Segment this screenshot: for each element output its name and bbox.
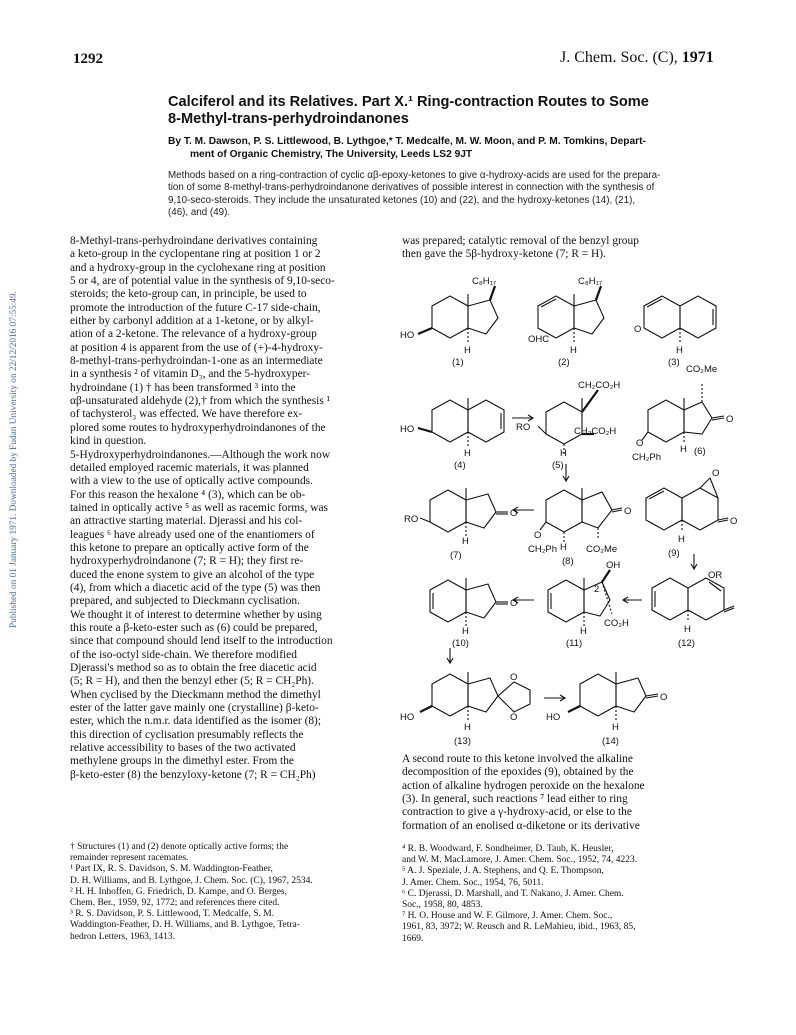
ho-label-1: HO — [400, 330, 415, 341]
oh-label-11: OH — [606, 560, 621, 571]
structure-12 — [652, 578, 734, 622]
body-text-line: of the iso-octyl side-chain. We therefore modified — [70, 648, 297, 661]
abstract-line: Methods based on a ring-contraction of cyclic αβ-epoxy-ketones to give α-hydroxy-acids are used for the prepara- — [168, 170, 661, 181]
article-title — [168, 94, 738, 128]
body-text-line: this route a β-keto-ester such as (6) could be prepared, — [70, 621, 318, 634]
body-text-line: ation of a 2-ketone. The relevance of a hydroxy-group — [70, 328, 317, 341]
body-text-line: since that compound should lend itself to the introduction — [70, 635, 333, 648]
body-text-line: action of alkaline hydrogen peroxide on the hexalone — [402, 779, 645, 792]
footnote-line: ¹ Part IX, R. S. Davidson, S. M. Waddington-Feather, — [70, 864, 273, 875]
o-label-9b: O — [730, 516, 738, 527]
structure-11 — [548, 570, 612, 626]
footnote-line: hedron Letters, 1963, 1413. — [70, 931, 176, 942]
structure-8 — [540, 488, 622, 544]
co2me-label-8: CO₂Me — [586, 544, 618, 555]
h-label-3: H — [676, 345, 683, 356]
footnote-line: Chem. Ber., 1959, 92, 1772; and references there cited. — [70, 898, 280, 909]
body-text-line: was prepared; catalytic removal of the benzyl group — [402, 235, 639, 247]
footnote-line: ⁴ R. B. Woodward, F. Sondheimer, D. Taub, K. Heusler, — [402, 844, 614, 854]
body-text-line: hydroindane (1) † has been transformed ³ into the — [70, 381, 296, 394]
structure-4 — [418, 398, 504, 446]
body-text-line: 5-Hydroxyperhydroindanones.—Although the work now — [70, 448, 331, 461]
footnotes-right — [402, 844, 726, 945]
h-label-6: H — [680, 444, 687, 455]
abstract-line: (46), and (49). — [168, 207, 231, 219]
c8h17-label-1: C₈H₁₇ — [472, 276, 497, 287]
footnote-line: J. Amer. Chem. Soc., 1954, 76, 5011. — [402, 877, 544, 888]
ch2co2h-label-5b: CH₂CO₂H — [574, 426, 617, 437]
o-label-3: O — [634, 324, 642, 335]
h-label-4: H — [464, 448, 471, 459]
body-text-line: ester of the latter gave mainly one (crystalline) β-keto- — [70, 702, 319, 715]
body-text-line: Djerassi's method so as to obtain the free diacetic acid — [70, 662, 317, 674]
footnote-line: D. H. Williams, and B. Lythgoe, J. Chem. Soc. (C), 1967, 2534. — [70, 875, 313, 886]
body-text-line: relative accessibility to bases of the two activated — [70, 742, 296, 755]
footnote-line: ² H. H. Inhoffen, G. Friedrich, D. Kampe, and O. Berges, — [70, 886, 287, 897]
footnote-line: remainder represent racemates. — [70, 853, 189, 864]
ohc-label-2: OHC — [528, 334, 550, 345]
ro-label-5: RO — [516, 422, 531, 433]
footnote-line: 1961, 83, 3972; W. Reusch and R. LeMahieu, ibid., 1963, 85, — [402, 922, 636, 933]
body-text-line: formation of an enolised α-diketone or its derivative — [402, 819, 640, 832]
structure-9 — [646, 478, 728, 532]
left-column-body — [70, 235, 392, 782]
footnote-line: † Structures (1) and (2) denote optically active forms; the — [70, 842, 289, 852]
structure-1 — [418, 286, 498, 342]
body-text-line: either by carbonyl addition at a 1-ketone, or by alkyl- — [70, 315, 314, 328]
body-text-line: then gave the 5β-hydroxy-ketone (7; R = H). — [402, 248, 606, 261]
compound-label: (2) — [558, 357, 570, 368]
ro-label-7: RO — [404, 514, 419, 525]
body-text-line: 8-Methyl-trans-perhydroindane derivatives containing — [70, 235, 318, 247]
abstract-line: 9,10-seco-steroids. They include the unsaturated ketones (10) and (22), and the hydroxy-ketones (14), (21), — [168, 194, 636, 206]
body-text-line: prepared, and subjected to Dieckmann cyclisation. — [70, 595, 300, 608]
right-column-bottom — [402, 753, 726, 833]
compound-label: (7) — [450, 550, 462, 561]
ch2ph-label-6: CH₂Ph — [632, 452, 662, 463]
body-text-line: in a synthesis ² of vitamin D₃, and the 5-hydroxyper- — [70, 368, 310, 381]
authors-line-1: By T. M. Dawson, P. S. Littlewood, B. Lythgoe,* T. Medcalfe, M. W. Moon, and P. M. Tomkins, Depart- — [168, 136, 646, 147]
h-label-9: H — [678, 534, 685, 545]
journal-name: J. Chem. Soc. (C), — [560, 49, 678, 66]
authors-line-2: ment of Organic Chemistry, The University, Leeds LS2 9JT — [190, 149, 473, 160]
structure-10 — [430, 578, 508, 626]
body-text-line: leagues ⁶ have already used one of the enantiomers of — [70, 528, 315, 541]
o-label-8: O — [624, 506, 632, 517]
footnotes-left — [70, 842, 392, 943]
abstract-line: tion of some 8-methyl-trans-perhydroindanone derivatives of possible interest in connection with the synthesis of — [168, 182, 655, 194]
o-label-13a: O — [510, 672, 518, 683]
body-text-line: this direction of cyclisation presumably reflects the — [70, 728, 304, 741]
abstract — [168, 170, 734, 220]
footnote-line: ⁵ A. J. Speziale, J. A. Stephens, and Q. E. Thompson, — [402, 866, 604, 877]
c2-label-11: 2 — [594, 584, 600, 595]
structure-14 — [568, 672, 658, 720]
body-text-line: (3). In general, such reactions ⁷ lead either to ring — [402, 793, 628, 806]
structure-3 — [644, 296, 716, 342]
h-label-8: H — [560, 542, 567, 553]
body-text-line: A second route to this ketone involved the alkaline — [402, 753, 633, 765]
compound-label: (12) — [678, 638, 695, 649]
h-label-5: H — [560, 448, 567, 459]
h-label-7: H — [462, 536, 469, 547]
ho-label-13: HO — [400, 712, 415, 723]
h-label-14: H — [612, 722, 619, 733]
author-list — [168, 135, 738, 161]
journal-year: 1971 — [681, 49, 714, 66]
sidebar-text: Published on 01 January 1971. Downloaded by Fudan University on 22/12/2016 07:55:49. — [9, 291, 19, 628]
body-text-line: detailed employed racemic materials, it was planned — [70, 461, 309, 474]
body-text-line: contraction to give a γ-hydroxy-acid, or else to the — [402, 806, 632, 819]
sidebar-download-stamp — [2, 212, 22, 632]
compound-label: (6) — [694, 446, 706, 457]
body-text-line: methylene groups in the dimethyl ester. From the — [70, 755, 294, 768]
body-text-line: a keto-group in the cyclopentane ring at position 1 or 2 — [70, 248, 321, 261]
title-line-1: Calciferol and its Relatives. Part X.¹ Ring-contraction Routes to Some — [168, 94, 649, 110]
body-text-line: promote the introduction of the future C-17 side-chain, — [70, 301, 321, 314]
body-text-line: duced the enone system to give an alcohol of the type — [70, 568, 315, 581]
o-label-9a: O — [712, 468, 720, 479]
ch2ph-label-8: CH₂Ph — [528, 544, 558, 555]
chemical-structures-scheme — [398, 266, 738, 752]
body-text-line: this ketone to prepare an optically active form of the — [70, 541, 309, 554]
h-label-13: H — [464, 722, 471, 733]
page-number: 1292 — [73, 51, 103, 67]
compound-label: (9) — [668, 548, 680, 559]
body-text-line: with a view to the use of optically active compounds. — [70, 475, 313, 488]
o-label-8b: O — [534, 530, 542, 541]
compound-label: (4) — [454, 460, 466, 471]
body-text-line: 5 or 4, are of potential value in the synthesis of 9,10-seco- — [70, 275, 335, 288]
compound-label: (3) — [668, 357, 680, 368]
body-text-line: 8-methyl-trans-perhydroindan-1-one as an intermediate — [70, 355, 323, 368]
compound-labels — [450, 357, 706, 747]
body-text-line: ester, which the n.m.r. data identified as the isomer (8); — [70, 715, 322, 728]
footnote-line: ⁷ H. O. House and W. F. Gilmore, J. Amer. Chem. Soc., — [402, 911, 613, 922]
body-text-line: tained in optically active ⁵ as well as racemic forms, was — [70, 501, 328, 514]
footnote-line: ⁶ C. Djerassi, D. Marshall, and T. Nakano, J. Amer. Chem. — [402, 888, 624, 899]
h-label-10: H — [462, 626, 469, 637]
footnote-line: Waddington-Feather, D. H. Williams, and B. Lythgoe, Tetra- — [70, 920, 300, 931]
body-text-line: (5; R = H), and then the benzyl ether (5; R = CH₂Ph). — [70, 675, 314, 688]
body-text-line: and a hydroxy-group in the cyclohexane ring at position — [70, 261, 326, 274]
compound-label: (14) — [602, 736, 619, 747]
compound-label: (10) — [452, 638, 469, 649]
footnote-line: ³ R. S. Davidson, P. S. Littlewood, T. Medcalfe, S. M. — [70, 909, 275, 920]
body-text-line: of tachysterol₃ was effected. We have therefore ex- — [70, 408, 303, 421]
body-text-line: β-keto-ester (8) the benzyloxy-ketone (7; R = CH₂Ph) — [70, 768, 316, 781]
journal-reference — [560, 49, 714, 67]
body-text-line: When cyclised by the Dieckmann method the dimethyl — [70, 688, 321, 701]
body-text-line: αβ-unsaturated aldehyde (2),† from which the synthesis ¹ — [70, 395, 331, 408]
body-text-line: kind in question. — [70, 435, 147, 448]
o-label-10: O — [510, 598, 518, 609]
o-label-6b: O — [636, 438, 644, 449]
structure-5 — [538, 390, 598, 456]
footnote-line: Soc., 1958, 80, 4853. — [402, 900, 483, 911]
h-label-1: H — [464, 345, 471, 356]
c8h17-label-2: C₈H₁₇ — [578, 276, 603, 287]
ho-label-4: HO — [400, 424, 415, 435]
h-label-12: H — [684, 624, 691, 635]
body-text-line: hydroxyperhydroindanone (7; R = H); they first re- — [70, 555, 304, 568]
o-label-14: O — [660, 692, 668, 703]
or-label-12: OR — [708, 570, 723, 581]
structure-7 — [420, 488, 508, 536]
body-text-line: We thought it of interest to determine whether by using — [70, 608, 322, 621]
h-label-2: H — [570, 345, 577, 356]
structure-6 — [642, 384, 724, 444]
right-column-top — [402, 235, 726, 262]
co2h-label-11: CO₂H — [604, 618, 629, 629]
body-text-line: steroids; the keto-group can, in principle, be used to — [70, 288, 307, 301]
compound-label: (5) — [552, 460, 564, 471]
compound-label: (1) — [452, 357, 464, 368]
footnote-line: and W. M. MacLamore, J. Amer. Chem. Soc., 1952, 74, 4223. — [402, 855, 638, 866]
body-text-line: an attractive starting material. Djerassi and his col- — [70, 515, 303, 528]
compound-label: (13) — [454, 736, 471, 747]
body-text-line: (4), from which a diacetic acid of the type (5) was then — [70, 581, 321, 594]
o-label-13b: O — [510, 712, 518, 723]
ch2co2h-label-5a: CH₂CO₂H — [578, 380, 621, 391]
body-text-line: decomposition of the epoxides (9), obtained by the — [402, 766, 634, 779]
co2me-label-6: CO₂Me — [686, 364, 718, 375]
body-text-line: For this reason the hexalone ⁴ (3), which can be ob- — [70, 488, 306, 501]
o-label-6: O — [726, 414, 734, 425]
compound-label: (11) — [566, 638, 583, 649]
body-text-line: at position 4 is apparent from the use of (+)-4-hydroxy- — [70, 341, 323, 354]
h-label-11: H — [580, 626, 587, 637]
o-label-7: O — [510, 508, 518, 519]
body-text-line: plored some routes to hydroxyperhydroindanones of the — [70, 421, 326, 434]
compound-label: (8) — [562, 556, 574, 567]
title-line-2: 8-Methyl-trans-perhydroindanones — [168, 111, 409, 127]
footnote-line: 1669. — [402, 933, 424, 944]
ho-label-14: HO — [546, 712, 561, 723]
